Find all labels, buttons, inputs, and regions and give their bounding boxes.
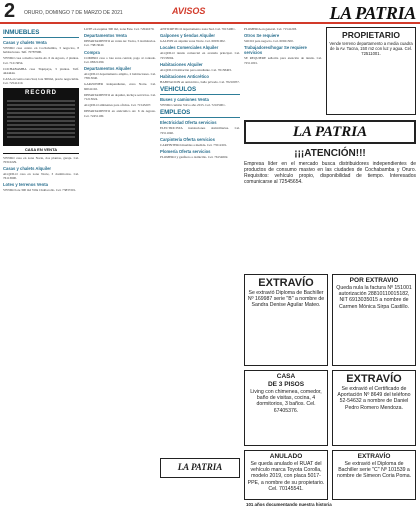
atencion-text: Empresa líder en el mercado busca distribuidores independientes de productos de consumo masivo en las ciudades de Cochabamba y Oruro. Requisitos: vehículo propio, disponibilidad de tiempo. Interesados comunicarse al 72545654.: [244, 161, 416, 185]
subsection-heading: Plomería Oferta servicios: [160, 149, 211, 155]
classified-ad: VENDO lote 300 m2 Villa Challacollo. Cel. 73837201.: [3, 188, 77, 193]
propietario-advert: [326, 27, 416, 115]
classified-ad: CASA en venta zona Sud, lote 300m2, precio negociable. Cel. 72541210.: [3, 77, 79, 86]
anulado-text: Se queda anulado el RUAT del vehículo marca Toyota Corolla, modelo 2019, con placa 5017-PPE, a nombre de su propietario. Cel. 70145541.: [247, 461, 325, 492]
subsection-heading: Electricidad Oferta servicios: [160, 120, 217, 126]
casa-text: Living con chimenea, comedor, baño de visitas, cocina, 4 dormitorios, 3 baños. Cel. 67405376.: [250, 389, 322, 414]
subsection-heading: Otros Se requiere: [244, 33, 280, 39]
section-heading-vehiculos: VEHICULOS: [160, 86, 240, 95]
extravio-advert-1: [244, 274, 328, 366]
subsection-heading: Departamentos Venta: [84, 33, 127, 39]
newspaper-logo: LA PATRIA: [329, 3, 416, 23]
classified-ad: ELECTRICISTA instalaciones domiciliarias. Cel. 72511040.: [160, 126, 240, 135]
anulado-advert: [244, 450, 328, 500]
building-image: [7, 98, 75, 138]
column-4-top: [244, 27, 322, 117]
column-1: [3, 27, 79, 507]
extravio-advert-4: [332, 450, 416, 500]
classified-ad: DEPARTAMENTO en alquiler, incluye servicios. Cel. 71213024.: [84, 92, 156, 102]
subsection-heading: Buses y camiones Venta: [160, 97, 209, 103]
page-date: ORURO, DOMINGO 7 DE MARZO DE 2021: [24, 10, 123, 16]
classified-ad: COCHABAMBA casa Tiquipaya, 3 plantas. Telf. 4444444.: [3, 66, 79, 76]
column-2: [84, 27, 156, 507]
record-advert-subtitle: CASA EN VENTA: [3, 146, 79, 153]
atencion-title: ¡¡¡ATENCIÓN!!!: [294, 148, 366, 159]
extravio-title: EXTRAVÍO: [258, 277, 314, 289]
classified-ad: SOCIO para negocio. Cel. 60021500.: [244, 39, 294, 44]
extravio-advert-3: [332, 370, 416, 446]
subsection-heading: Galpones y tiendas Alquiler: [160, 33, 215, 39]
subsection-heading: Lotes y terrenos Venta: [3, 182, 48, 188]
extravio-text: Queda nula la factura Nº 151001 autorización 28810110015182, NIT 6913035015 a nombre de Carmen Mónica Sirpa Castillo.: [336, 285, 412, 310]
subsection-heading: Casas y chalets Alquiler: [3, 166, 52, 172]
classified-ad: HABITACION en anticrético, baño privado. Cel. 70210057.: [160, 80, 240, 85]
column-3: [160, 27, 240, 507]
classified-ad: DEPARTAMENTO en anticrético Av. 6 de Agosto. Cel. 72451100.: [84, 109, 156, 118]
subsection-heading: Trabajadores/hogar Se requiere servicios: [244, 45, 307, 56]
casa-title: CASA: [276, 373, 296, 380]
classified-ad: VENDO camión Volvo año 2015. Cel. 72105001.: [160, 103, 226, 108]
classified-ad: VENDO casa centro en Cochabamba, 3 negocios, 8 habitaciones. Telf. 70787990.: [3, 46, 79, 55]
page-header: [0, 0, 420, 24]
section-title: AVISOS: [172, 6, 206, 16]
extravio-text: Se extravió el Diploma de Bachiller serie "C" Nº 101539 a nombre de Simeon Coria Poma.: [336, 461, 412, 480]
classified-ad: ALQUILO tienda comercial en avenida principal. Cel. 72533004.: [160, 51, 240, 60]
banner-logo: LA PATRIA: [292, 124, 368, 140]
subsection-heading: Compra: [84, 49, 100, 55]
casa-advert: [244, 370, 328, 446]
classified-ad: VENDO casa en zona Norte, dos plantas, garaje. Cel. 70310229.: [3, 155, 79, 164]
propietario-title: PROPIETARIO: [342, 30, 400, 40]
classified-ad: ALQUILO habitación para estudiante. Cel. 76158403.: [160, 67, 232, 72]
classified-ad: GARZONIER independiente, zona Norte. Cel. 60041102.: [84, 82, 156, 91]
subsection-heading: Carpintería Oferta servicios: [160, 136, 215, 142]
classified-ad: LOTE en esquina 300 m2, zona Este. Cel. 72041670.: [84, 27, 155, 31]
section-heading-inmuebles: INMUEBLES: [3, 29, 79, 38]
classified-ad: GALPON en alquiler zona Norte. Cel. 60031002.: [160, 39, 226, 44]
propietario-text: Vende terreno departamento a media cuadra de la Av. Tacna, 150 m2 con luz y agua. Cel. 72511001.: [329, 41, 413, 56]
classified-ad: ANTICRETICO departamento zona Sud. Cel. 76154001.: [160, 27, 236, 31]
classified-ad: VENDO casa a media cuadra Av. 6 de Agosto, 2 plantas. Cel. 71213654.: [3, 56, 79, 65]
subsection-heading: Habitaciones Anticrético: [160, 74, 209, 80]
extravio-title: EXTRAVÍO: [346, 373, 402, 385]
banner-advert: [244, 120, 416, 144]
anulado-title: ANULADO: [269, 453, 303, 460]
extravio-title: POR EXTRAVIO: [349, 277, 399, 284]
extravio-text: Se extravió el Certificado de Aportación Nº 8649 del teléfono 52-54632 a nombre de Daniel Pedro Romero Mendoza.: [337, 386, 411, 411]
subsection-heading: Departamentos Alquiler: [84, 66, 132, 72]
subsection-heading: Casas y chalets Venta: [3, 40, 47, 45]
record-advert-title: RECORD: [24, 89, 57, 96]
classified-ad: PLOMERIA en general. Cel. 71541203.: [244, 27, 298, 31]
classified-ad: ALQUILO departamento amplio, 2 habitaciones. Cel. 73813040.: [84, 72, 156, 81]
classified-ad: ALQUILO ambientes para oficina. Cel. 71543207.: [84, 103, 152, 108]
classified-ad: ALQUILO casa en zona Norte, 3 dormitorios. Cel. 76113600.: [3, 172, 79, 181]
footer-slogan: 101 años documentando nuestra historia: [246, 502, 332, 507]
classified-ad: SE REQUIERE señorita para atención de tienda. Cel. 72511001.: [244, 56, 322, 65]
casa-subtitle: DE 3 PISOS: [267, 381, 305, 388]
record-advert: [3, 88, 79, 154]
subsection-heading: Locales Comerciales Alquiler: [160, 45, 219, 51]
classified-ad: COMPRO casa o lote zona central, pago al contado. Cel. 68321290.: [84, 55, 156, 64]
page-number: 2: [4, 0, 16, 22]
section-heading-empleos: EMPLEOS: [160, 109, 240, 118]
classified-ad: DEPARTAMENTO en venta Av. Tacna, 3 dormitorios. Cel. 73813040.: [84, 39, 156, 48]
extravio-text: Se extravió Diploma de Bachiller Nº 169987 serie "B" a nombre de Sandra Denise Aguilar Mateo.: [247, 290, 325, 309]
extravio-advert-2: [332, 274, 416, 366]
atencion-advert: [244, 148, 416, 268]
classified-ad: PLOMERO y gasfitero a domicilio. Cel. 76154002.: [160, 155, 229, 160]
extravio-title: EXTRAVÍO: [357, 453, 391, 460]
newspaper-logo-bottom: LA PATRIA: [160, 458, 240, 478]
subsection-heading: Habitaciones Alquiler: [160, 61, 203, 67]
classified-ad: CARPINTERO muebles a medida. Cel. 73512201.: [160, 142, 228, 147]
